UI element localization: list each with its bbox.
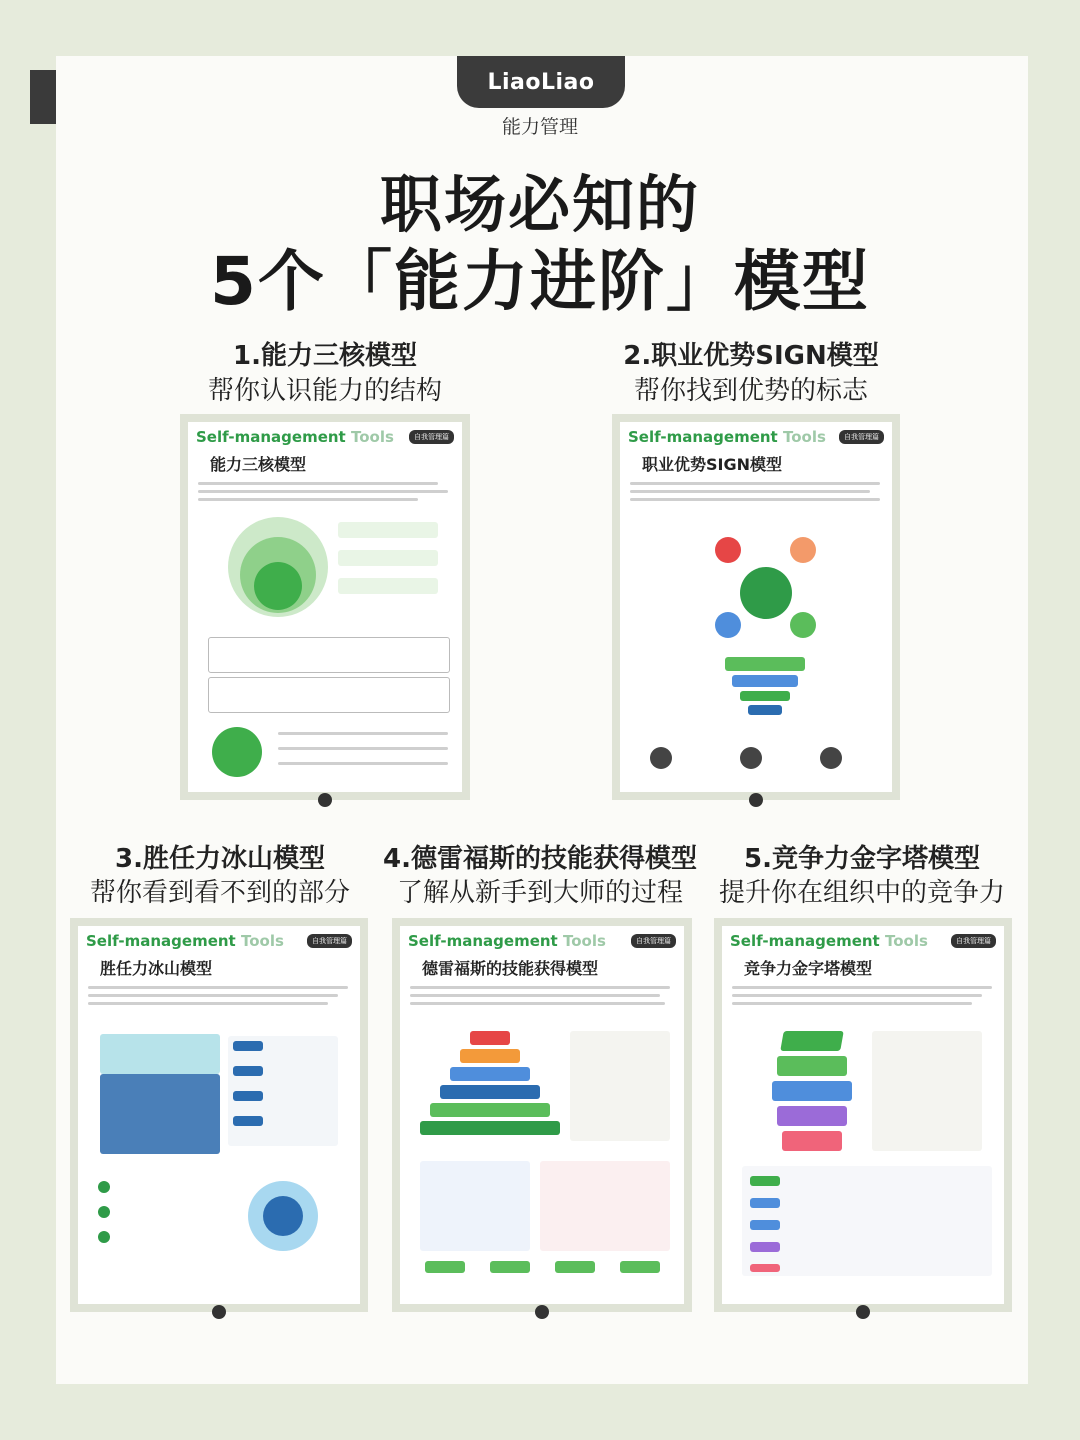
model-1-thumbnail[interactable] [180,414,470,800]
thumb-title: 德雷福斯的技能获得模型 [422,959,599,978]
thumb-brand: Self-management Tools [196,428,394,446]
thumb-badge: 自我管理篇 [839,430,884,444]
page-dot [318,793,332,807]
model-5-thumbnail[interactable] [714,918,1012,1312]
headline-line-1: 职场必知的 [379,168,700,241]
model-1-subtitle: 帮你认识能力的结构 [207,376,442,406]
brand-logo: LiaoLiao [457,56,625,108]
thumb-brand: Self-management Tools [86,932,284,950]
model-1-title: 1.能力三核模型 [233,341,417,371]
model-4-subtitle: 了解从新手到大师的过程 [396,878,683,908]
model-2-subtitle: 帮你找到优势的标志 [633,376,868,406]
page-dot [212,1305,226,1319]
model-2-title: 2.职业优势SIGN模型 [623,341,879,371]
thumb-title: 竞争力金字塔模型 [744,959,873,978]
model-4-thumbnail[interactable] [392,918,692,1312]
thumb-badge: 自我管理篇 [951,934,996,948]
model-3-subtitle: 帮你看到看不到的部分 [89,878,350,908]
thumb-badge: 自我管理篇 [307,934,352,948]
thumb-title: 胜任力冰山模型 [100,959,213,978]
category-label: 能力管理 [501,116,578,138]
thumb-brand: Self-management Tools [628,428,826,446]
thumb-badge: 自我管理篇 [631,934,676,948]
model-5-title: 5.竞争力金字塔模型 [744,844,980,874]
thumb-brand: Self-management Tools [408,932,606,950]
thumb-title: 能力三核模型 [210,455,307,474]
page-dot [749,793,763,807]
headline-line-2: 5个「能力进阶」模型 [210,243,870,320]
model-3-thumbnail[interactable] [70,918,368,1312]
model-3-title: 3.胜任力冰山模型 [115,844,325,874]
model-5-subtitle: 提升你在组织中的竞争力 [718,878,1005,908]
page-dot [856,1305,870,1319]
thumb-badge: 自我管理篇 [409,430,454,444]
thumb-brand: Self-management Tools [730,932,928,950]
model-2-thumbnail[interactable] [612,414,900,800]
thumb-title: 职业优势SIGN模型 [642,455,783,474]
page-dot [535,1305,549,1319]
model-4-title: 4.德雷福斯的技能获得模型 [383,844,697,874]
